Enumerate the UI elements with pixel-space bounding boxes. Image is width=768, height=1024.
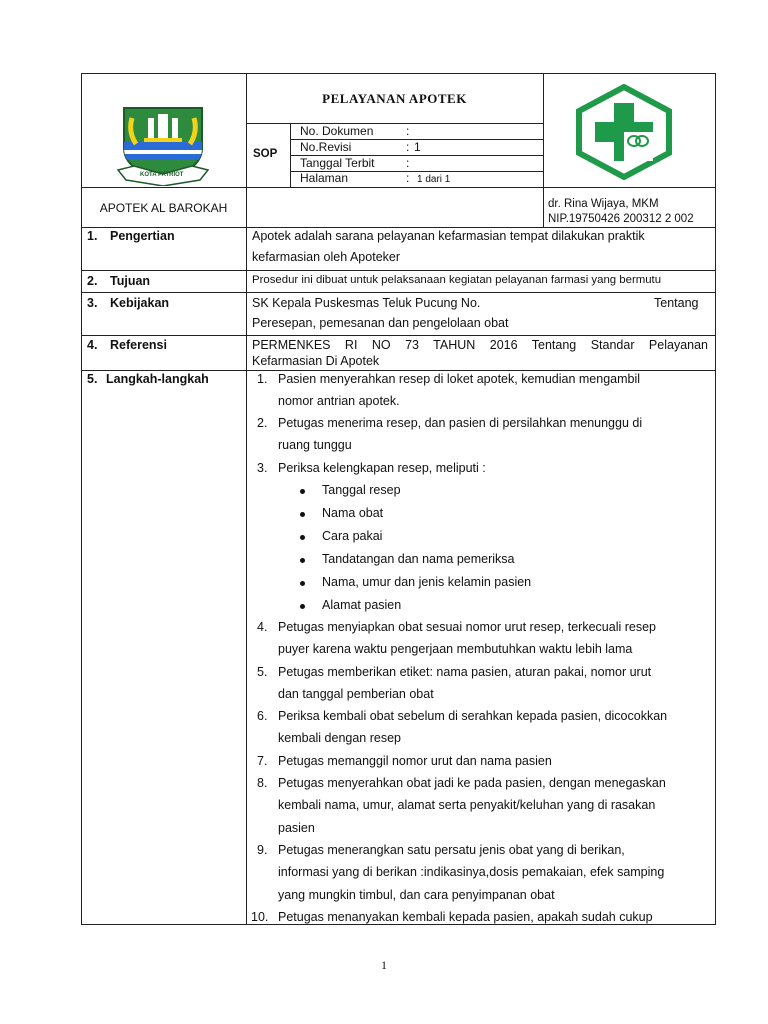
step-line: Petugas menerangkan satu persatu jenis obat yang di berikan, bbox=[278, 843, 625, 857]
bullet-icon bbox=[300, 581, 305, 586]
section-number: 4. bbox=[87, 338, 98, 352]
kebijakan-line: SK Kepala Puskesmas Teluk Pucung No. bbox=[252, 296, 481, 310]
step-line: Petugas menyiapkan obat sesuai nomor urut resep, terkecuali resep bbox=[278, 620, 656, 634]
step-line: Periksa kembali obat sebelum di serahkan kepada pasien, dicocokkan bbox=[278, 709, 668, 723]
page-number: 1 bbox=[381, 958, 387, 972]
section-label-pengertian: Pengertian bbox=[110, 229, 175, 243]
document-title: PELAYANAN APOTEK bbox=[322, 91, 467, 106]
section-label-kebijakan: Kebijakan bbox=[110, 296, 170, 310]
step-number: 9. bbox=[257, 843, 268, 857]
step-line: Periksa kelengkapan resep, meliputi : bbox=[278, 461, 486, 475]
section-number: 1. bbox=[87, 229, 98, 243]
step-line: informasi yang di berikan :indikasinya,dosis pemakaian, efek samping bbox=[278, 865, 665, 879]
bullet-icon bbox=[300, 558, 305, 563]
step-line: kembali nama, umur, alamat serta penyakit/keluhan yang di rasakan bbox=[278, 798, 656, 812]
step-line: Petugas memanggil nomor urut dan nama pasien bbox=[278, 754, 552, 768]
signer-nip: NIP.19750426 200312 2 002 bbox=[548, 213, 694, 225]
pharmacy-cross-logo bbox=[572, 84, 676, 180]
section-label-langkah: Langkah-langkah bbox=[106, 372, 209, 386]
step-number: 7. bbox=[257, 754, 268, 768]
step-number: 8. bbox=[257, 776, 268, 790]
step-number: 4. bbox=[257, 620, 268, 634]
step-line: pasien bbox=[278, 821, 315, 835]
section-number: 3. bbox=[87, 296, 98, 310]
pengertian-line: kefarmasian oleh Apoteker bbox=[252, 250, 401, 264]
tujuan-line: Prosedur ini dibuat untuk pelaksanaan kegiatan pelayanan farmasi yang bermutu bbox=[252, 274, 662, 286]
kebijakan-line: Peresepan, pemesanan dan pengelolaan obat bbox=[252, 316, 509, 330]
referensi-line: Kefarmasian Di Apotek bbox=[252, 354, 380, 368]
step-line: kembali dengan resep bbox=[278, 731, 401, 745]
organization-name: APOTEK AL BAROKAH bbox=[99, 201, 228, 215]
sub-item: Cara pakai bbox=[322, 529, 383, 543]
step-line: dan tanggal pemberian obat bbox=[278, 687, 434, 701]
section-number: 5. bbox=[87, 372, 98, 386]
sub-item: Tanggal resep bbox=[322, 483, 401, 497]
section-number: 2. bbox=[87, 274, 98, 288]
step-line: Petugas menanyakan kembali kepada pasien, apakah sudah cukup bbox=[278, 910, 653, 924]
step-number: 2. bbox=[257, 416, 268, 430]
referensi-line: PERMENKES RI NO 73 TAHUN 2016 Tentang Standar Pelayanan bbox=[252, 338, 708, 352]
section-label-referensi: Referensi bbox=[110, 338, 167, 352]
step-number: 10. bbox=[251, 910, 269, 924]
sub-item: Alamat pasien bbox=[322, 598, 402, 612]
logo-banner-text: KOTA PATRIOT bbox=[140, 172, 184, 178]
sop-label: SOP bbox=[253, 148, 278, 160]
sub-item: Nama obat bbox=[322, 506, 384, 520]
step-line: puyer karena waktu pengerjaan membutuhkan waktu lebih lama bbox=[278, 642, 633, 656]
step-line: Petugas memberikan etiket: nama pasien, aturan pakai, nomor urut bbox=[278, 665, 652, 679]
section-label-tujuan: Tujuan bbox=[110, 274, 151, 288]
step-line: ruang tunggu bbox=[278, 438, 352, 452]
pengertian-line: Apotek adalah sarana pelayanan kefarmasian tempat dilakukan praktik bbox=[252, 229, 645, 243]
step-number: 6. bbox=[257, 709, 268, 723]
bullet-icon bbox=[300, 604, 305, 609]
signer-name: dr. Rina Wijaya, MKM bbox=[548, 198, 659, 210]
kebijakan-line: Tentang bbox=[654, 296, 699, 310]
step-line: Petugas menyerahkan obat jadi ke pada pasien, dengan menegaskan bbox=[278, 776, 666, 790]
step-number: 3. bbox=[257, 461, 268, 475]
sub-item: Tandatangan dan nama pemeriksa bbox=[322, 552, 515, 566]
bullet-icon bbox=[300, 512, 305, 517]
step-line: yang mungkin timbul, dan cara penyimpanan obat bbox=[278, 888, 555, 902]
step-line: Petugas menerima resep, dan pasien di persilahkan menunggu di bbox=[278, 416, 643, 430]
bullet-icon bbox=[300, 489, 305, 494]
step-line: nomor antrian apotek. bbox=[278, 394, 400, 408]
step-line: Pasien menyerahkan resep di loket apotek, kemudian mengambil bbox=[278, 372, 641, 386]
sub-item: Nama, umur dan jenis kelamin pasien bbox=[322, 575, 532, 589]
step-number: 1. bbox=[257, 372, 268, 386]
step-number: 5. bbox=[257, 665, 268, 679]
bullet-icon bbox=[300, 535, 305, 540]
